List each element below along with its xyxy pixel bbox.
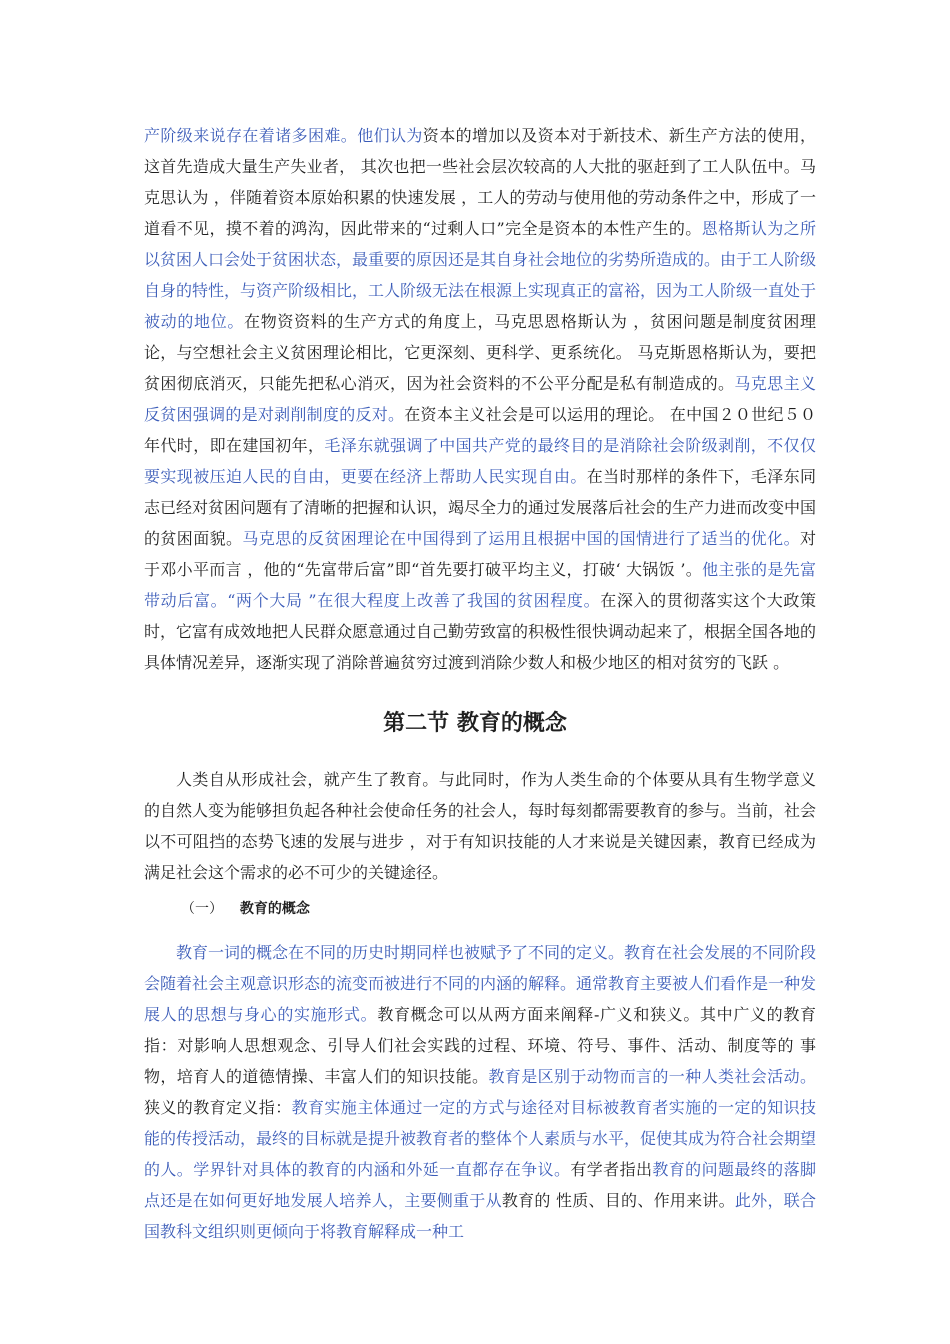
paragraph3-segment: 教育一词的概念在不同的历史时期同样也被赋予了不同的定义。教育在社会发展的不同阶段会随着社会主观意识形态的流变而被进行不同的内涵的解释。通常教育主要被人们看作是一种发展人的思想与身心的实施形式。 (144, 943, 817, 1024)
subsection-title: 教育的概念 (239, 901, 310, 917)
paragraph3-segment: 教育是区别于动物而言的一种人类社会活动。 (488, 1067, 816, 1086)
paragraph1-segment: 在资本主义社会是可以运用的理论。 在中国２０世纪５０年代时，即在建国初年， (144, 405, 816, 455)
paragraph-education-concept (144, 937, 816, 1247)
paragraph3-segment: 教育的问题最终的落脚点还是在如何更好地发展人培养人，主要侧重于从 (144, 1160, 816, 1210)
section-heading: 第二节 教育的概念 (383, 711, 567, 736)
subsection-heading (181, 898, 310, 918)
paragraph1-segment: 资本的增加以及资本对于新技术、新生产方法的使用，这首先造成大量生产失业者， 其次也把一些社会层次较高的人大批的驱赶到了工人队伍中。马克思认为 ，伴随着资本原始积累的快速发展 ，工人的劳动与使用他的劳动条件之中，形成了一道看不见，摸不着的鸿沟，因此带来的“过剩人口”完全是资本的本性产生的。 (144, 126, 816, 238)
paragraph1-segment: 对于邓小平而言 ，他的“先富带后富”即“首先要打破平均主义，打破‘ 大锅饭 ’。 (144, 529, 816, 579)
paragraph-poverty-theory (144, 120, 816, 678)
paragraph3-segment: 教育概念可以从两方面来阐释-广义和狭义。其中广义的教育指：对影响人思想观念、引导人们社会实践的过程、环境、符号、事件、活动、制度等的 事物，培育人的道德情操、丰富人们的知识技能。 (144, 1005, 816, 1086)
paragraph3-segment: 教育的 性质、目的、作用来讲。 (501, 1191, 735, 1210)
paragraph1-segment: 产阶级来说存在着诸多困难。他们认为 (144, 126, 423, 145)
paragraph1-segment: 他主张的是先富带动后富。“两个大局 ”在很大程度上改善了我国的贫困程度。 (144, 560, 816, 610)
paragraph1-segment: 毛泽东就强调了中国共产党的最终目的是消除社会阶级剥削，不仅仅要实现被压迫人民的自由，更要在经济上帮助人民实现自由。 (144, 436, 816, 486)
paragraph3-segment: 有学者指出 (570, 1160, 653, 1179)
paragraph3-segment: 狭义的教育定义指： (144, 1098, 292, 1117)
paragraph1-segment: 恩格斯认为之所以贫困人口会处于贫困状态，最重要的原因还是其自身社会地位的劣势所造成的。由于工人阶级自身的特性，与资产阶级相比，工人阶级无法在根源上实现真正的富裕，因为工人阶级一直处于被动的地位。 (144, 219, 817, 331)
subsection-number: （一） (181, 901, 223, 917)
paragraph1-segment: 在当时那样的条件下，毛泽东同志已经对贫困问题有了清晰的把握和认识，竭尽全力的通过发展落后社会的生产力进而改变中国的贫困面貌。 (144, 467, 817, 548)
paragraph1-segment: 在物资资料的生产方式的角度上，马克思恩格斯认为 ，贫困问题是制度贫困理论，与空想社会主义贫困理论相比，它更深刻、更科学、更系统化。 马克斯恩格斯认为，要把贫困彻底消灭，只能先把私心消灭，因为社会资料的不公平分配是私有制造成的。 (144, 312, 816, 393)
paragraph1-segment: 马克思主义反贫困强调的是对剥削制度的反对。 (144, 374, 816, 424)
paragraph3-segment: 此外，联合国教科文组织则更倾向于将教育解释成一种工 (144, 1191, 816, 1241)
paragraph1-segment: 马克思的反贫困理论在中国得到了运用且根据中国的国情进行了适当的优化。 (242, 529, 800, 548)
paragraph-education-intro: 人类自从形成社会，就产生了教育。与此同时，作为人类生命的个体要从具有生物学意义 的自然人变为能够担负起各种社会使命任务的社会人，每时每刻都需要教育的参与。当前，社会以不可阻挡的态势飞速的发展与进步 ，对于有知识技能的人才来说是关键因素，教育已经成为满足社会这个需求的必不可少的关键途径。 (144, 770, 817, 882)
paragraph1-segment: 在深入的贯彻落实这个大政策时，它富有成效地把人民群众愿意通过自己勤劳致富的积极性很快调动起来了，根据全国各地的具体情况差异，逐渐实现了消除普遍贫穷过渡到消除少数人和极少地区的相对贫穷的飞跃 。 (144, 591, 817, 672)
paragraph3-segment: 教育实施主体通过一定的方式与途径对目标被教育者实施的一定的知识技能的传授活动，最终的目标就是提升被教育者的整体个人素质与水平，促使其成为符合社会期望的人。学界针对具体的教育的内涵和外延一直都存在争议。 (144, 1098, 817, 1179)
